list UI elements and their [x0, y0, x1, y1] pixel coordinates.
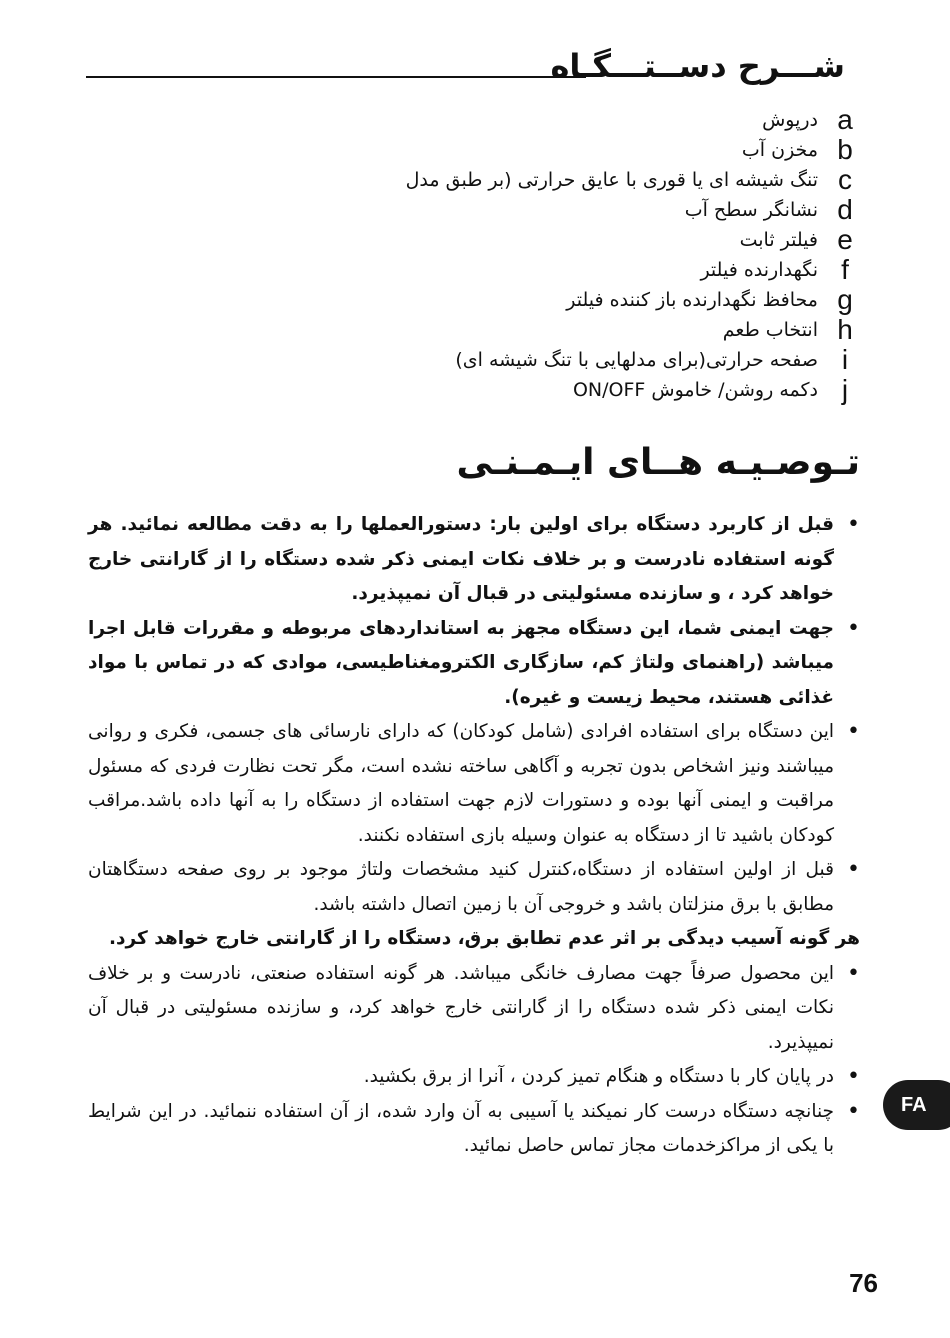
- paragraph-text: چنانچه دستگاه درست کار نمیکند یا آسیبی به آن وارد شده، از آن استفاده ننمائید. در این شرایط با یکی از مراکزخدمات مجاز تماس حاصل نمائید.: [88, 1100, 834, 1156]
- safety-paragraph: [88, 508, 860, 612]
- paragraph-text: این محصول صرفاً جهت مصارف خانگی میباشد. هر گونه استفاده صنعتی، نادرست و بر خلاف نکات ایمنی ذکر شده دستگاه را از گارانتی خارج خواهد کرد، و سازنده مسئولیتی در قبال آن نمیپذیرد.: [88, 962, 834, 1053]
- part-letter: c: [838, 164, 852, 195]
- safety-paragraph: [88, 715, 860, 853]
- part-letter: j: [841, 374, 849, 405]
- safety-paragraph: [88, 957, 860, 1061]
- bullet-icon: •: [847, 719, 860, 744]
- language-badge: FA: [883, 1080, 950, 1130]
- part-letter: d: [837, 194, 853, 225]
- part-label: نشانگر سطح آب: [684, 199, 818, 221]
- paragraph-text: این دستگاه برای استفاده افرادی (شامل کودکان) که دارای نارسائی های جسمی، فکری و روانی میباشند ونیز اشخاص بدون تجربه و آگاهی ساخته نشده است، مگر تحت نظارت فردی که مسئول مراقبت و ایمنی آنها بوده و دستورات لازم جهت استفاده از دستگاه را به آنها داده باشد.مراقب کودکان باشید تا از دستگاه به عنوان وسیله بازی استفاده نکنند.: [88, 721, 834, 846]
- safety-instructions: [88, 508, 860, 1164]
- bullet-icon: •: [847, 615, 860, 641]
- part-label: درپوش: [762, 109, 818, 131]
- part-label: نگهدارنده فیلتر: [700, 259, 818, 281]
- bullet-icon: •: [847, 960, 860, 986]
- section-title-safety: تـوصـیـه هــای ایـمـنـی: [456, 442, 860, 483]
- safety-paragraph: [88, 612, 860, 716]
- bullet-icon: •: [847, 512, 860, 537]
- header-rule: [86, 76, 586, 78]
- paragraph-text: در پایان کار با دستگاه و هنگام تمیز کردن ، آنرا از برق بکشید.: [363, 1066, 834, 1087]
- part-item-i: [0, 345, 950, 375]
- bullet-icon: •: [847, 1098, 860, 1124]
- warranty-warning: [88, 922, 860, 957]
- paragraph-text: قبل از کاربرد دستگاه برای اولین بار: دستورالعملها را به دقت مطالعه نمائید. هر گونه استفاده نادرست و بر خلاف نکات ایمنی ذکر شده دستگاه را از گارانتی خارج خواهد کرد ، و سازنده مسئولیتی در قبال آن نمیپذیرد.: [88, 514, 834, 604]
- part-item-e: [0, 225, 950, 255]
- part-item-a: [0, 105, 950, 135]
- safety-paragraph: [88, 1060, 860, 1095]
- section-title-device-description: شـــرح دســتـــگـاه: [550, 47, 845, 85]
- page-number: 76: [849, 1268, 878, 1298]
- paragraph-text: قبل از اولین استفاده از دستگاه،کنترل کنید مشخصات ولتاژ موجود بر روی صفحه دستگاهتان مطابق با برق منزلتان باشد و خروجی آن با زمین اتصال داشته باشد.: [88, 859, 834, 915]
- safety-paragraph: [88, 853, 860, 922]
- part-label: صفحه حرارتی(برای مدلهایی با تنگ شیشه ای): [455, 349, 818, 371]
- part-label: دکمه روشن/ خاموش ON/OFF: [572, 379, 818, 401]
- part-letter: h: [837, 314, 853, 345]
- part-label: فیلتر ثابت: [739, 229, 818, 251]
- part-letter: f: [841, 254, 849, 285]
- safety-paragraph: [88, 1095, 860, 1164]
- paragraph-text: هر گونه آسیب دیدگی بر اثر عدم تطابق برق، دستگاه را از گارانتی خارج خواهد کرد.: [108, 928, 860, 949]
- part-item-c: [0, 165, 950, 195]
- paragraph-text: جهت ایمنی شما، این دستگاه مجهز به استانداردهای مربوطه و مقررات قابل اجرا میباشد (راهنمای ولتاژ کم، سازگاری الکترومغناطیسی، موادی که در تماس با مواد غذائی هستند، محیط زیست و غیره).: [88, 617, 834, 708]
- part-label: مخزن آب: [741, 139, 818, 161]
- part-label: تنگ شیشه ای یا قوری با عایق حرارتی (بر طبق مدل: [405, 169, 818, 191]
- part-item-f: [0, 255, 950, 285]
- part-letter: e: [837, 224, 853, 255]
- part-label: انتخاب طعم: [722, 319, 818, 341]
- part-letter: a: [837, 104, 853, 135]
- bullet-icon: •: [847, 1064, 860, 1089]
- bullet-icon: •: [847, 857, 860, 882]
- part-item-b: [0, 135, 950, 165]
- part-letter: b: [837, 134, 853, 165]
- part-letter: i: [841, 344, 849, 375]
- part-item-d: [0, 195, 950, 225]
- part-label: محافظ نگهدارنده باز کننده فیلتر: [566, 289, 818, 311]
- part-item-g: [0, 285, 950, 315]
- part-item-h: [0, 315, 950, 345]
- part-item-j: [0, 375, 950, 405]
- part-letter: g: [837, 284, 853, 315]
- parts-list: [0, 105, 950, 405]
